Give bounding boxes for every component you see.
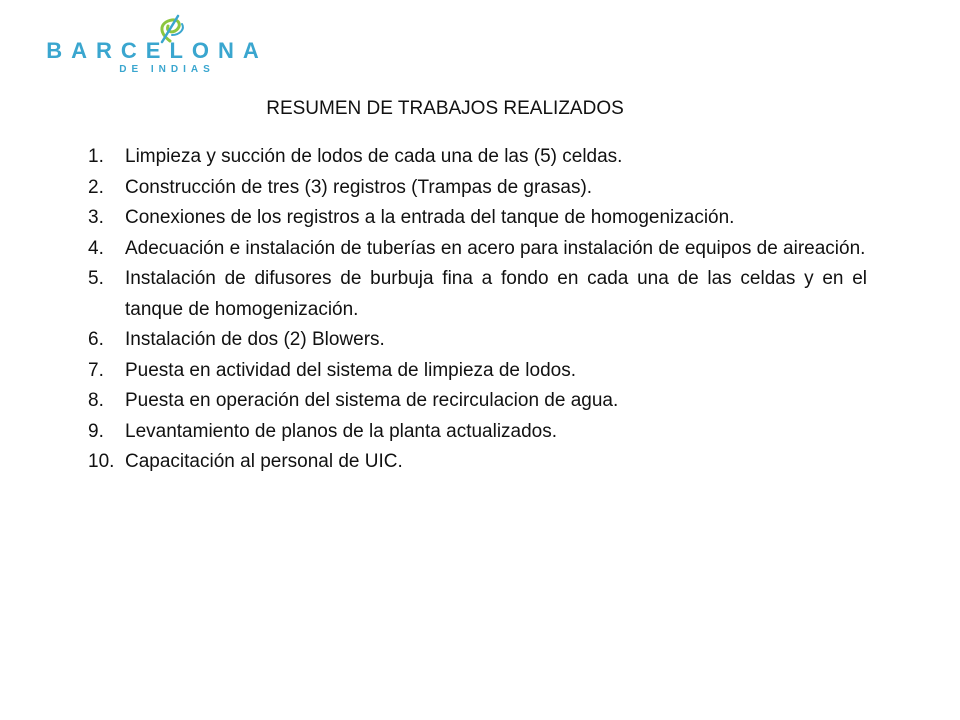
list-item-number: 7. — [88, 359, 104, 381]
list-item-text: Puesta en operación del sistema de recirculacion de agua. — [125, 390, 619, 411]
barcelona-de-indias-logo — [22, 14, 294, 74]
list-item-number: 3. — [88, 207, 104, 228]
list-item-number: 4. — [88, 237, 104, 259]
list-item — [88, 173, 867, 204]
list-item — [88, 356, 867, 387]
list-item — [88, 203, 867, 234]
list-item-number: 1. — [88, 146, 104, 167]
list-item-text: Limpieza y succión de lodos de cada una de las (5) celdas. — [125, 146, 623, 167]
list-item-number: 8. — [88, 390, 104, 411]
list-item-text: Adecuación e instalación de tuberías en acero para instalación de equipos de aireación. — [125, 237, 866, 259]
logo-subtitle: DE INDIAS — [119, 64, 215, 75]
list-item — [88, 264, 867, 325]
task-list — [88, 142, 867, 478]
list-item-text: Levantamiento de planos de la planta actualizados. — [125, 420, 558, 442]
list-item-number: 10. — [88, 451, 115, 472]
list-item — [88, 447, 867, 478]
list-item-number: 6. — [88, 329, 104, 350]
page-title: RESUMEN DE TRABAJOS REALIZADOS — [266, 98, 624, 119]
list-item — [88, 386, 867, 417]
logo-wordmark: BARCELONA — [46, 38, 268, 63]
list-item-text: Conexiones de los registros a la entrada del tanque de homogenización. — [125, 207, 735, 228]
list-item — [88, 234, 867, 265]
list-item-text: Construcción de tres (3) registros (Trampas de grasas). — [125, 176, 593, 198]
list-item — [88, 325, 867, 356]
list-item-text: Puesta en actividad del sistema de limpieza de lodos. — [125, 359, 576, 381]
list-item — [88, 417, 867, 448]
list-item-number: 5. — [88, 268, 104, 289]
list-item-number: 9. — [88, 420, 104, 442]
list-item-number: 2. — [88, 176, 104, 198]
list-item-text: Instalación de dos (2) Blowers. — [125, 329, 385, 350]
list-item-text: Instalación de difusores de burbuja fina a fondo en cada una de las celdas y en el tanque de homogenización. — [125, 268, 867, 320]
list-item — [88, 142, 867, 173]
list-item-text: Capacitación al personal de UIC. — [125, 451, 403, 472]
